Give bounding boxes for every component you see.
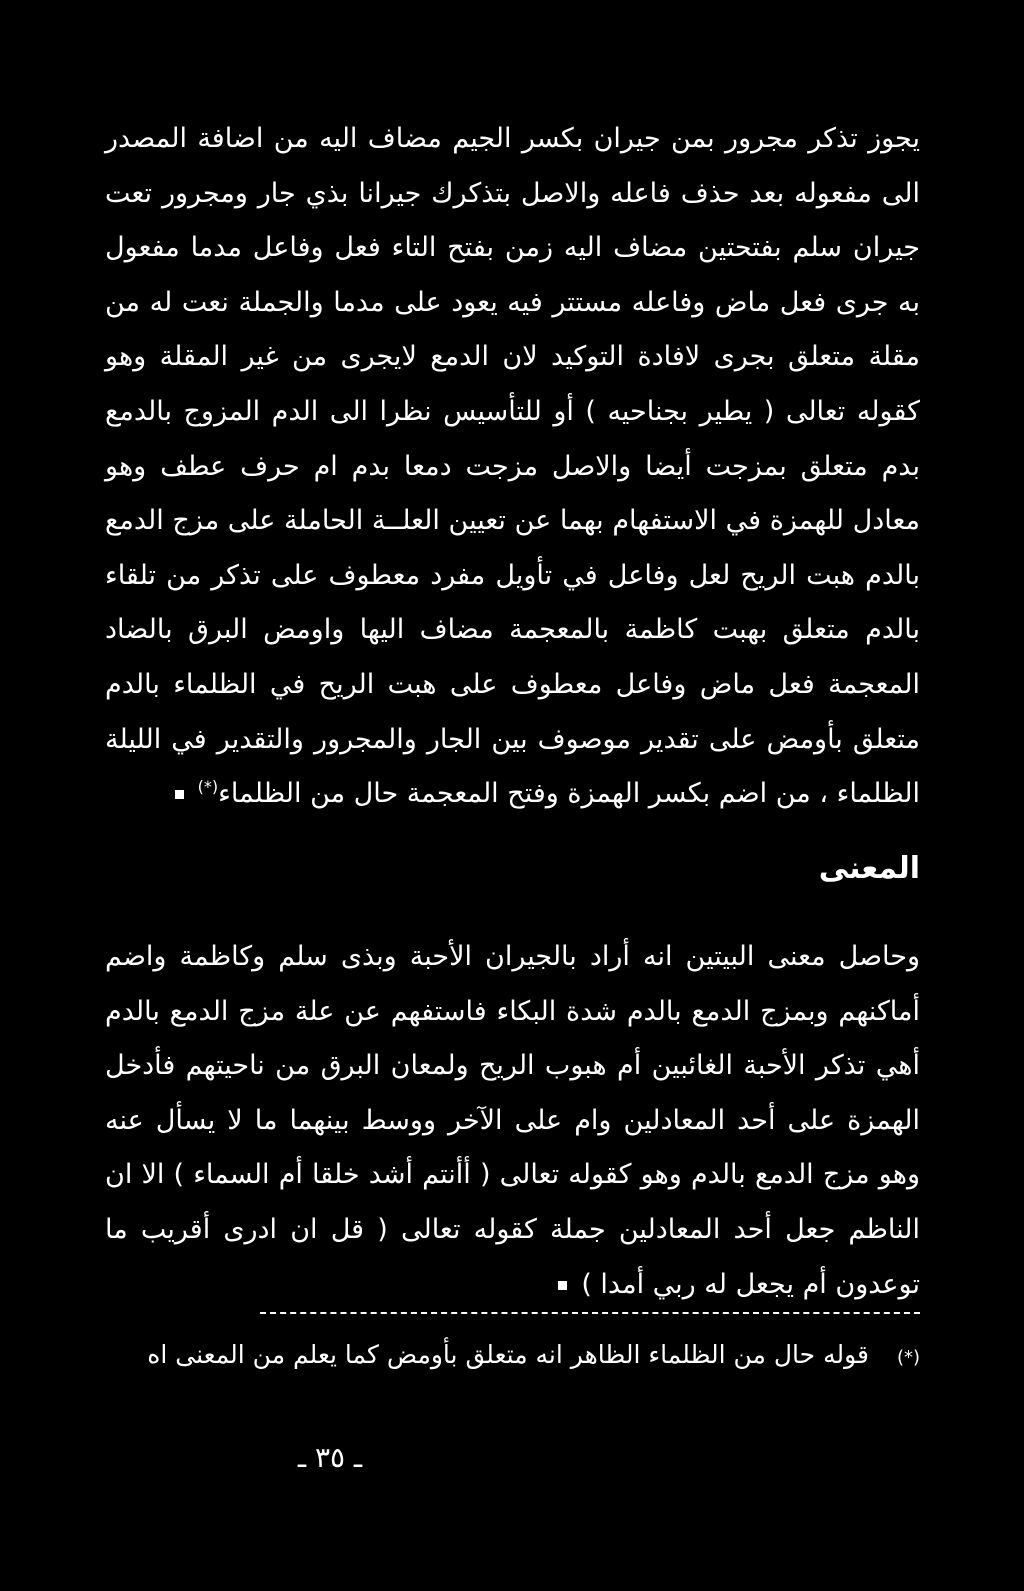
section-heading: المعنى [818,851,920,886]
end-of-paragraph-mark [558,1281,567,1290]
page-number: ـ ٣٥ ـ [297,1441,363,1474]
paragraph-1-text: يجوز تذكر مجرور بمن جيران بكسر الجيم مضاف اليه من اضافة المصدر الى مفعوله بعد حذف فاعله والاصل بتذكرك جيرانا بذي جار ومجرور تعت جيران سلم بفتحتين مضاف اليه زمن بفتح التاء فعل وفاعل مدما مفعول به جرى فعل ماض وفاعله مستتر فيه يعود على مدما والجملة نعت له من مقلة متعلق بجرى لافادة التوكيد لان الدمع لايجرى من غير المقلة وهو كقوله تعالى ( يطير بجناحيه ) أو للتأسيس نظرا الى الدم المزوج بالدمع بدم متعلق بمزجت أيضا والاصل مزجت دمعا بدم ام حرف عطف وهو معادل للهمزة في الاستفهام بهما عن تعيين العلــة الحاملة على مزج الدمع بالدم هبت الريح لعل وفاعل في تأويل مفرد معطوف على تذكر من تلقاء بالدم متعلق بهبت كاظمة بالمعجمة مضاف اليها واومض البرق بالضاد المعجمة فعل ماض وفاعل معطوف على هبت الريح في الظلماء بالدم متعلق بأومض على تقدير موصوف بين الجار والمجرور والتقدير في الليلة الظلماء ، من اضم بكسر الهمزة وفتح المعجمة حال من الظلماء [105,123,920,810]
footnote-marker: (*) [896,1347,920,1368]
footnote-reference: (*) [197,777,219,797]
footnote-separator [260,1312,920,1314]
paragraph-2 [105,930,920,1312]
footnote [105,1330,920,1383]
paragraph-2-text: وحاصل معنى البيتين انه أراد بالجيران الأحبة وبذى سلم وكاظمة واضم أماكنهم وبمزج الدمع بالدم شدة البكاء فاستفهم عن علة مزج الدمع بالدم أهي تذكر الأحبة الغائبين أم هبوب الريح ولمعان البرق من ناحيتهم فأدخل الهمزة على أحد المعادلين وام على الآخر ووسط بينهما ما لا يسأل عنه وهو مزج الدمع بالدم وهو كقوله تعالى ( أأنتم أشد خلقا أم السماء ) الا ان الناظم جعل أحد المعادلين جملة كقوله تعالى ( قل ان ادرى أقريب ما توعدون أم يجعل له ربي أمدا ) [105,941,920,1300]
end-of-paragraph-mark [175,790,184,799]
paragraph-1 [105,112,920,822]
footnote-text: قوله حال من الظلماء الظاهر انه متعلق بأومض كما يعلم من المعنى اه [147,1340,869,1369]
